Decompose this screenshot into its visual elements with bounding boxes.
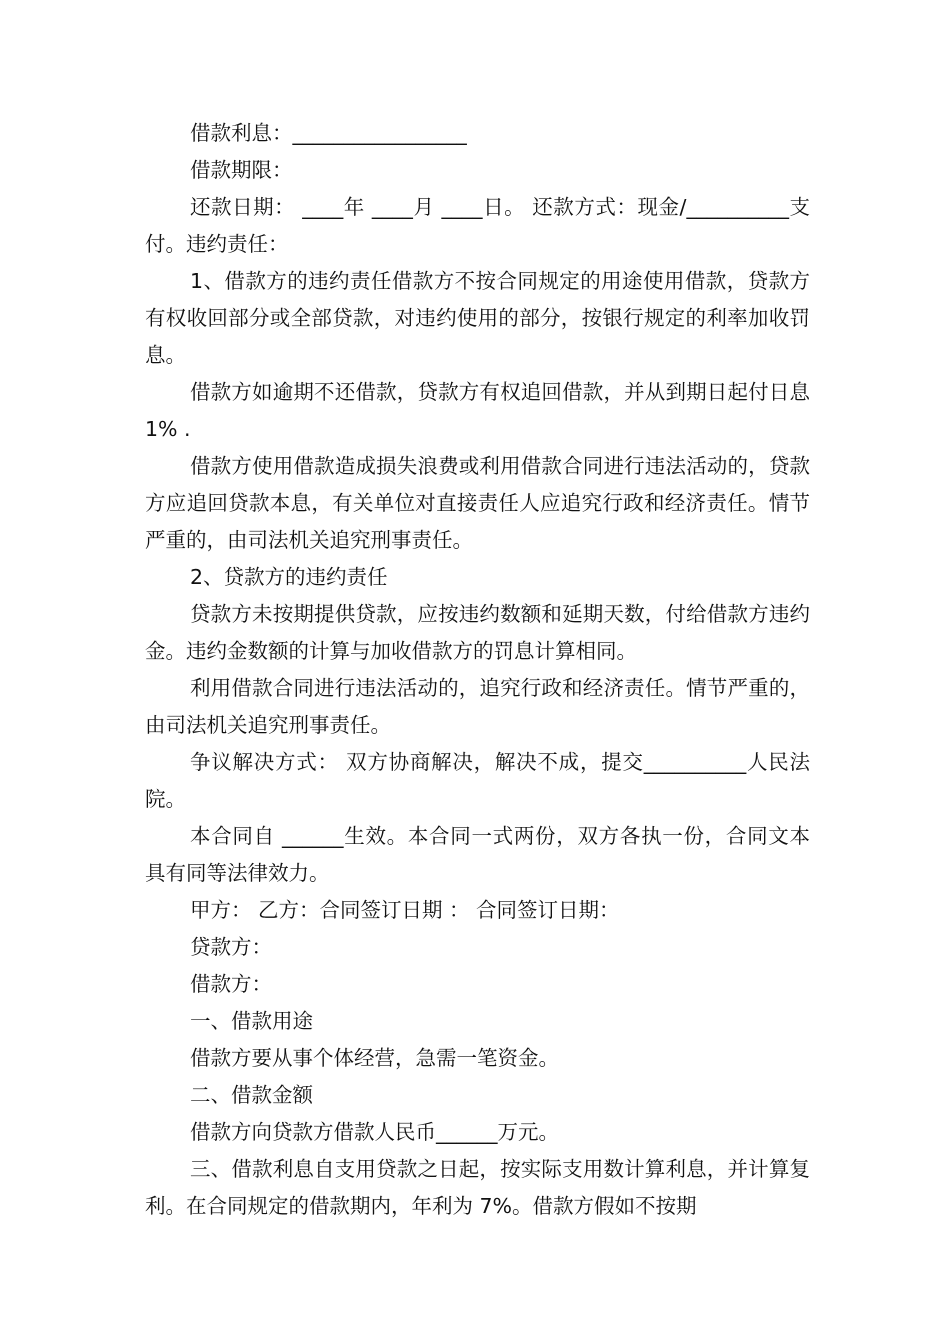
paragraph-interest-clause: 三、借款利息自支用贷款之日起，按实际支用数计算利息，并计算复利。在合同规定的借款期内，年利为 7%。借款方假如不按期	[145, 1157, 810, 1218]
paragraph-loan-interest: 借款利息：_________________	[190, 121, 467, 145]
paragraph-borrower-liability: 1、借款方的违约责任借款方不按合同规定的用途使用借款，贷款方有权收回部分或全部贷款，对违约使用的部分，按银行规定的利率加收罚息。	[145, 269, 810, 367]
paragraph-amount: 借款方向贷款方借款人民币______万元。	[190, 1120, 559, 1144]
paragraph-lender: 贷款方：	[190, 935, 272, 959]
paragraph-illegal-use: 利用借款合同进行违法活动的，追究行政和经济责任。情节严重的，由司法机关追究刑事责任。	[145, 676, 810, 737]
paragraph-repayment-date: 还款日期： ____年 ____月 ____日。 还款方式：现金/__________支付。违约责任：	[145, 195, 810, 256]
paragraph-parties: 甲方： 乙方：合同签订日期 ： 合同签订日期：	[190, 898, 620, 922]
paragraph-lender-late: 贷款方未按期提供贷款，应按违约数额和延期天数，付给借款方违约金。违约金数额的计算与加收借款方的罚息计算相同。	[145, 602, 810, 663]
paragraph-effective: 本合同自 ______生效。本合同一式两份，双方各执一份，合同文本具有同等法律效力。	[145, 824, 810, 885]
paragraph-overdue: 借款方如逾期不还借款，贷款方有权追回借款，并从到期日起付日息 1% .	[145, 380, 817, 441]
paragraph-loan-term: 借款期限：	[190, 158, 293, 182]
section-heading-purpose: 一、借款用途	[190, 1009, 313, 1033]
section-heading-amount: 二、借款金额	[190, 1083, 313, 1107]
paragraph-purpose: 借款方要从事个体经营，急需一笔资金。	[190, 1046, 559, 1070]
paragraph-lender-liability-heading: 2、贷款方的违约责任	[190, 565, 388, 589]
paragraph-dispute: 争议解决方式： 双方协商解决，解决不成，提交__________人民法院。	[145, 750, 810, 811]
paragraph-misuse: 借款方使用借款造成损失浪费或利用借款合同进行违法活动的，贷款方应追回贷款本息，有关单位对直接责任人应追究行政和经济责任。情节严重的，由司法机关追究刑事责任。	[145, 454, 810, 552]
paragraph-borrower: 借款方：	[190, 972, 272, 996]
